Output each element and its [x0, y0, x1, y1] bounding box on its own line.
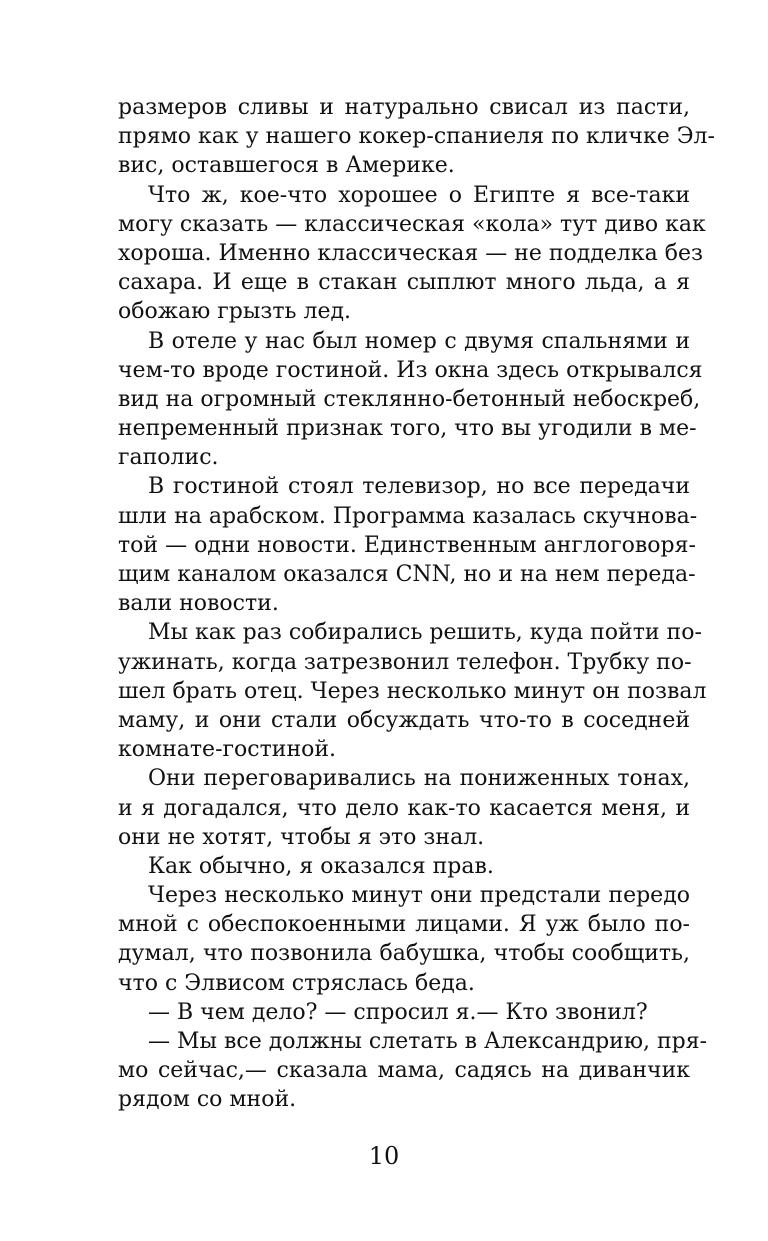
text-line: сахара. И еще в стакан сыплют много льда, а я [118, 270, 690, 296]
text-line: непременный признак того, что вы угодили в ме- [118, 416, 697, 442]
text-line: комнате-гостиной. [118, 737, 337, 763]
text-line: чем-то вроде гостиной. Из окна здесь открывался [118, 357, 703, 383]
paragraph-4 [118, 472, 698, 618]
text-line: той — одни новости. Единственным англоговоря- [118, 532, 696, 558]
paragraph-10 [118, 1027, 708, 1115]
text-line: щим каналом оказался CNN, но и на нем переда- [118, 562, 696, 587]
text-line: шли на арабском. Программа казалась скучнова- [118, 503, 698, 529]
text-line: Они переговаривались на пониженных тонах, [148, 766, 690, 792]
text-line: В гостиной стоял телевизор, но все передачи [148, 474, 690, 500]
paragraph-7 [118, 852, 690, 881]
paragraph-6 [118, 764, 690, 852]
text-line: рядом со мной. [118, 1087, 297, 1113]
text-line: могу сказать — классическая «кола» тут диво как [118, 211, 706, 237]
text-line: — В чем дело? — спросил я.— Кто звонил? [148, 999, 648, 1025]
text-line: хороша. Именно классическая — не подделка без [118, 240, 703, 266]
text-line: что с Элвисом стряслась беда. [118, 970, 475, 996]
paragraph-1 [118, 93, 715, 181]
text-line: мо сейчас,— сказала мама, садясь на диванчик [118, 1058, 690, 1084]
text-line: вид на огромный стеклянно-бетонный небоскреб, [118, 386, 701, 412]
paragraph-9 [118, 998, 690, 1027]
paragraph-3 [118, 327, 703, 473]
page-body [118, 93, 715, 1115]
text-line: Мы как раз собирались решить, куда пойти по- [148, 620, 702, 646]
page-number: 10 [368, 1142, 400, 1170]
text-line: обожаю грызть лед. [118, 299, 352, 325]
text-line: вали новости. [118, 591, 279, 617]
paragraph-8 [118, 881, 690, 998]
text-line: вис, оставшегося в Америке. [118, 153, 455, 179]
text-line: — Мы все должны слетать в Александрию, пря- [148, 1029, 708, 1054]
text-line: они не хотят, чтобы я это знал. [118, 824, 485, 850]
text-line: Что ж, кое-что хорошее о Египте я все-таки [148, 182, 690, 208]
text-line: прямо как у нашего кокер-спаниеля по кличке Эл- [118, 124, 715, 150]
text-line: и я догадался, что дело как-то касается меня, и [118, 795, 690, 821]
text-line: гаполис. [118, 445, 219, 471]
text-line: В отеле у нас был номер с двумя спальнями и [148, 328, 690, 354]
paragraph-2 [118, 181, 706, 327]
text-line: Через несколько минут они предстали передо [148, 883, 690, 909]
text-line: шел брать отец. Через несколько минут он позвал [118, 678, 707, 704]
paragraph-5 [118, 618, 707, 764]
text-line: Как обычно, я оказался прав. [148, 853, 494, 879]
text-line: маму, и они стали обсуждать что-то в соседней [118, 707, 690, 733]
text-line: думал, что позвонила бабушка, чтобы сообщить, [118, 941, 690, 967]
text-line: размеров сливы и натурально свисал из пасти, [118, 95, 690, 120]
text-line: мной с обеспокоенными лицами. Я уж было по- [118, 912, 690, 938]
text-line: ужинать, когда затрезвонил телефон. Трубку по- [118, 649, 692, 675]
